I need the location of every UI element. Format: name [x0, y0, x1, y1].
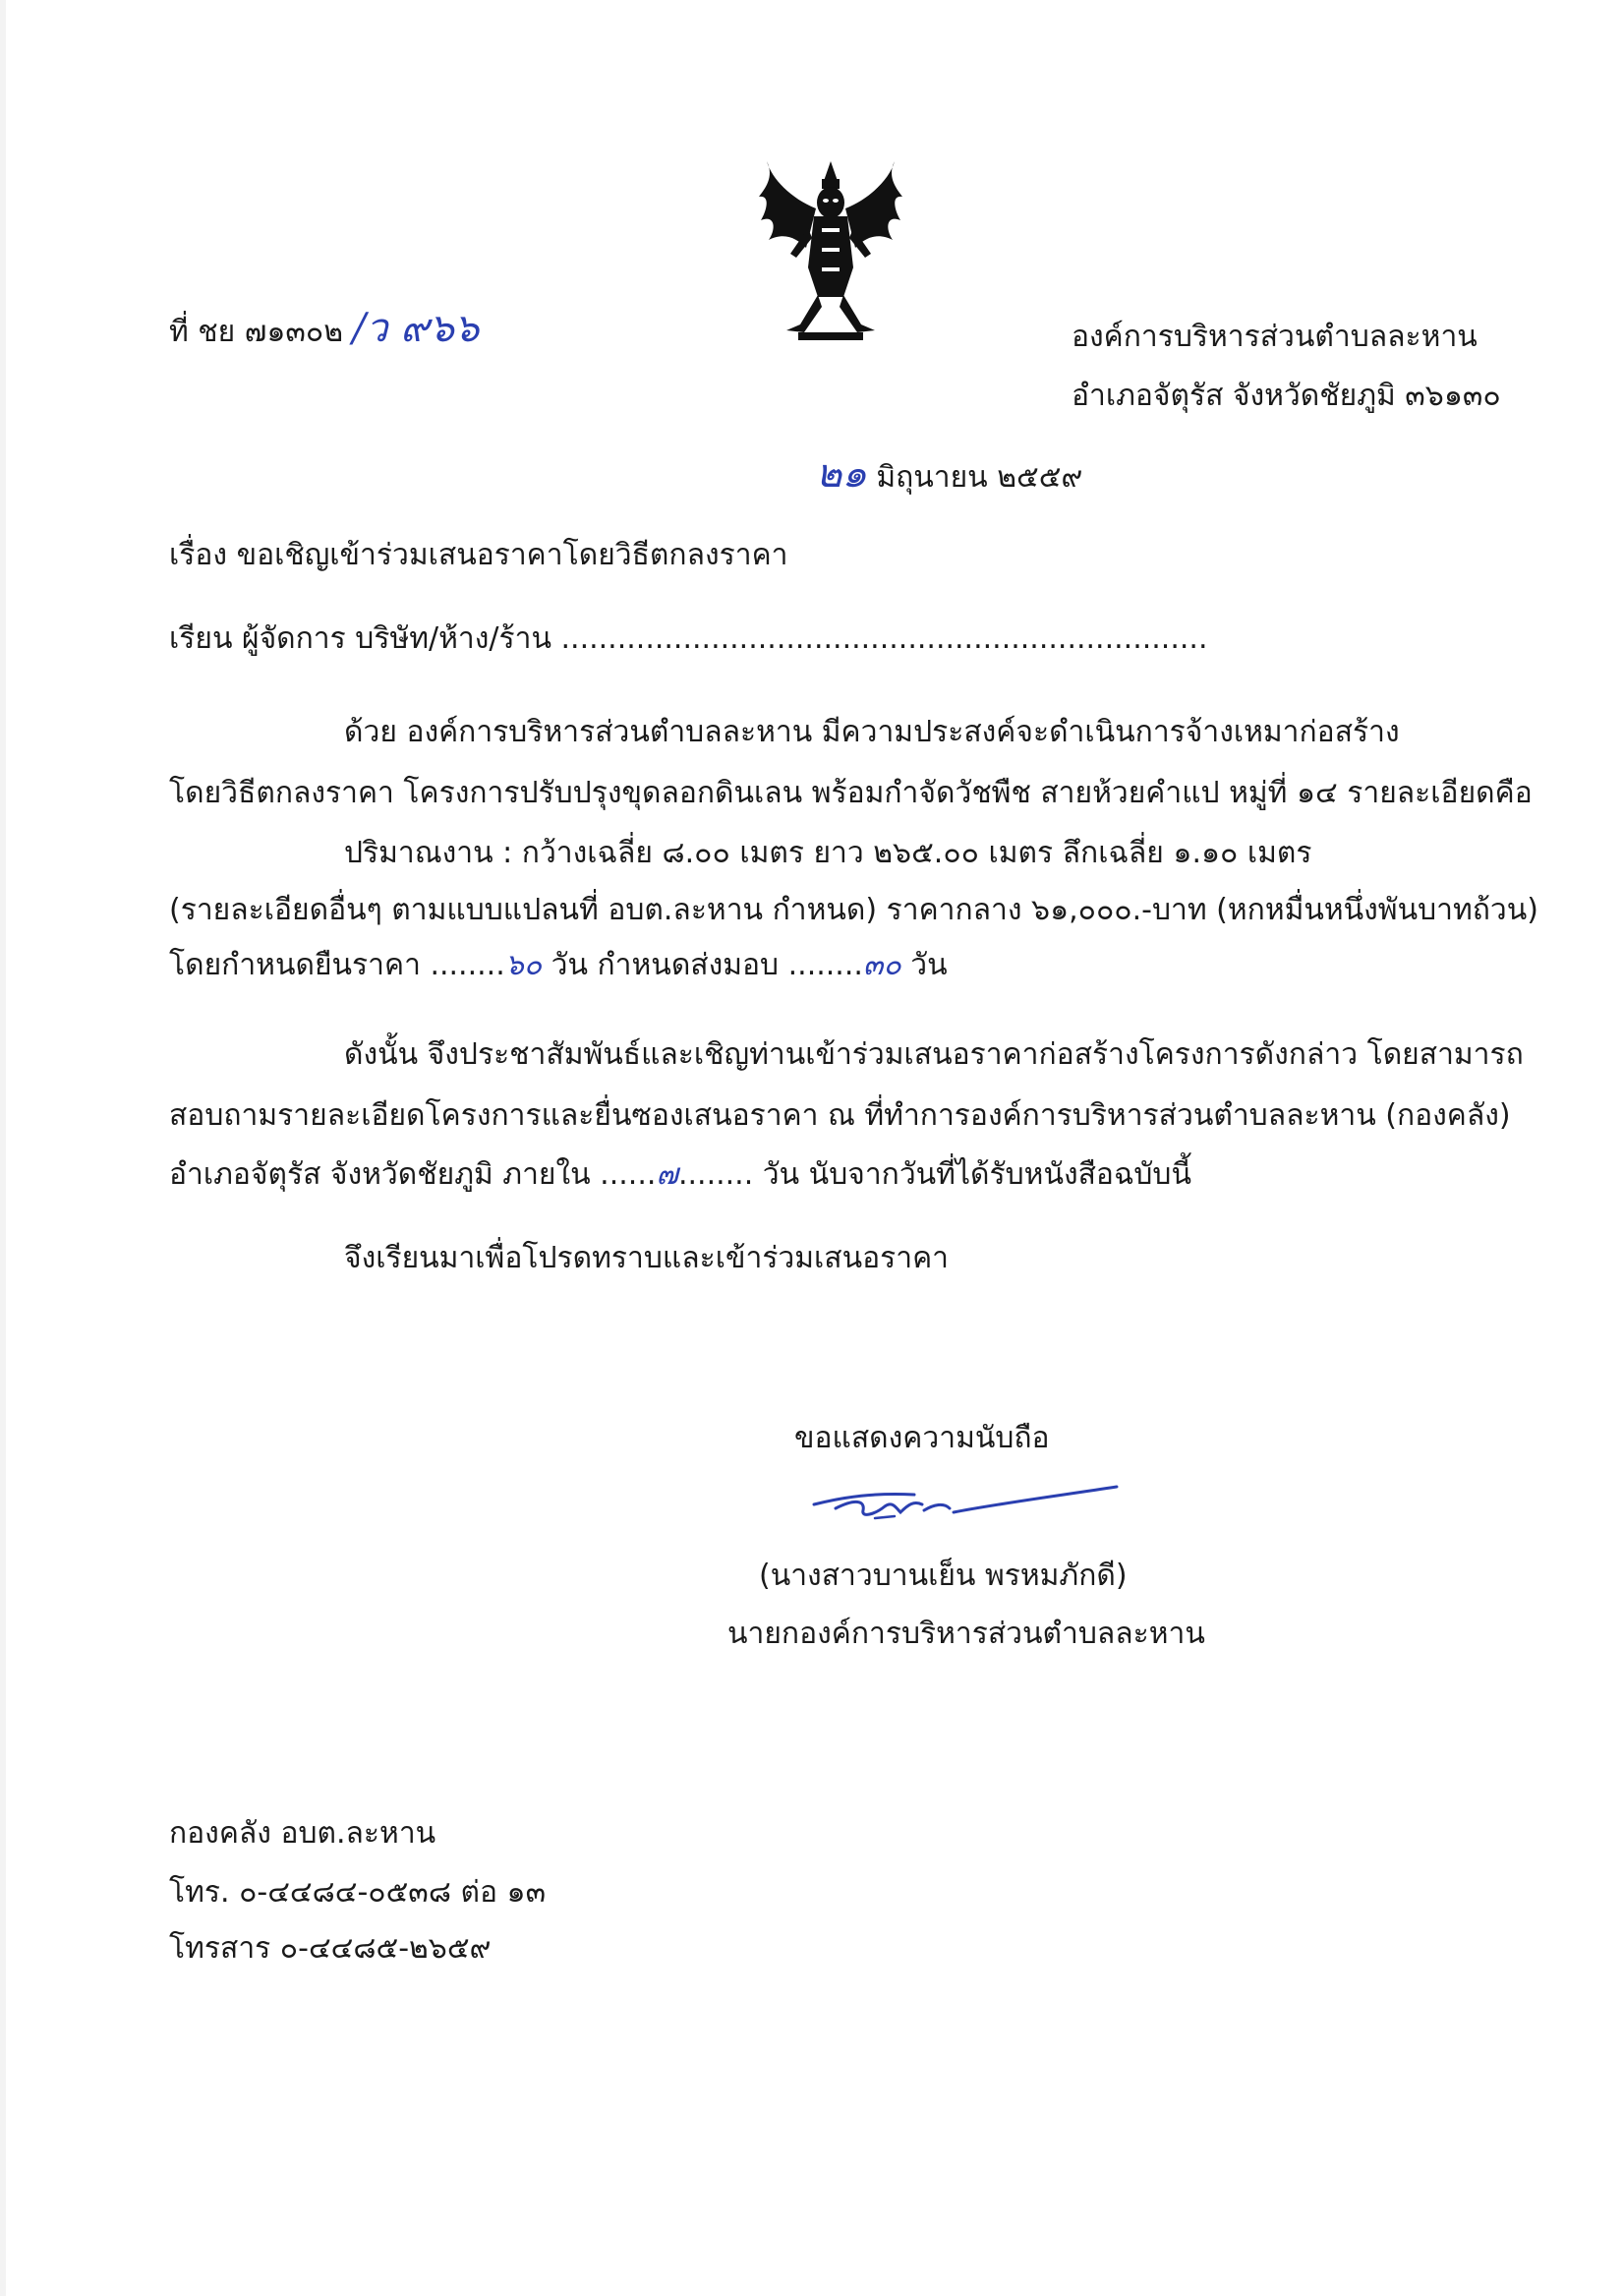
footer-phone: โทร. ๐-๔๔๘๔-๐๕๓๘ ต่อ ๑๓: [169, 1875, 547, 1910]
deadline-days-handwritten: ๗: [656, 1157, 678, 1192]
garuda-emblem-icon: [757, 159, 904, 346]
date-day-handwritten: ๒๑: [816, 451, 867, 497]
body-p1-line3: ปริมาณงาน : กว้างเฉลี่ย ๘.๐๐ เมตร ยาว ๒๖๕.๐๐ เมตร ลึกเฉลี่ย ๑.๑๐ เมตร: [344, 836, 1312, 870]
addressee-line: [169, 619, 1208, 659]
org-address: อำเภอจัตุรัส จังหวัดชัยภูมิ ๓๖๑๓๐: [1072, 379, 1501, 413]
date-month-year: มิถุนายน ๒๕๕๙: [876, 460, 1083, 495]
body-p1-line5: [169, 946, 948, 985]
footer-fax: โทรสาร ๐-๔๔๘๕-๒๖๕๙: [169, 1931, 492, 1966]
reference-handwritten: /ว ๙๖๖: [352, 306, 480, 351]
price-validity-label: โดยกำหนดยืนราคา ........: [169, 948, 505, 982]
reference-prefix: ที่ ชย ๗๑๓๐๒: [169, 315, 343, 349]
footer-department: กองคลัง อบต.ละหาน: [169, 1816, 436, 1851]
price-validity-days-handwritten: ๖๐: [504, 948, 543, 982]
subject-line: [169, 536, 787, 575]
subject-text: ขอเชิญเข้าร่วมเสนอราคาโดยวิธีตกลงราคา: [236, 538, 788, 572]
signer-title: นายกองค์การบริหารส่วนตำบลละหาน: [727, 1617, 1205, 1651]
addressee-text: ผู้จัดการ บริษัท/ห้าง/ร้าน .....................................................................: [242, 621, 1208, 656]
delivery-label: วัน กำหนดส่งมอบ ........: [542, 948, 863, 982]
deadline-label: อำเภอจัตุรัส จังหวัดชัยภูมิ ภายใน ......: [169, 1157, 657, 1192]
reference-number: [169, 306, 480, 352]
body-p1-line2: โดยวิธีตกลงราคา โครงการปรับปรุงขุดลอกดินเลน พร้อมกำจัดวัชพืช สายห้วยคำแป หมู่ที่ ๑๔ รายละเอียดคือ: [169, 776, 1533, 810]
signer-name: (นางสาวบานเย็น พรหมภักดี): [759, 1559, 1128, 1593]
page-edge-shadow: [0, 0, 6, 2296]
letter-date: [816, 451, 1083, 498]
delivery-days-handwritten: ๓๐: [862, 948, 901, 982]
days-unit: วัน: [900, 948, 948, 982]
closing-regards: ขอแสดงความนับถือ: [794, 1421, 1050, 1455]
body-p3: จึงเรียนมาเพื่อโปรดทราบและเข้าร่วมเสนอราคา: [344, 1241, 950, 1275]
addressee-label: เรียน: [169, 621, 233, 656]
signature-icon: [806, 1475, 1121, 1534]
body-p2-line1: ดังนั้น จึงประชาสัมพันธ์และเชิญท่านเข้าร่วมเสนอราคาก่อสร้างโครงการดังกล่าว โดยสามารถ: [344, 1037, 1524, 1072]
org-name: องค์การบริหารส่วนตำบลละหาน: [1072, 320, 1478, 354]
deadline-suffix: ........ วัน นับจากวันที่ได้รับหนังสือฉบับนี้: [677, 1157, 1191, 1192]
body-p2-line2: สอบถามรายละเอียดโครงการและยื่นซองเสนอราคา ณ ที่ทำการองค์การบริหารส่วนตำบลละหาน (กองคลัง): [169, 1098, 1511, 1133]
body-p1-line4: (รายละเอียดอื่นๆ ตามแบบแปลนที่ อบต.ละหาน กำหนด) ราคากลาง ๖๑,๐๐๐.-บาท (หกหมื่นหนึ่งพันบาทถ้วน): [169, 893, 1538, 927]
body-p2-line3: [169, 1155, 1191, 1195]
subject-label: เรื่อง: [169, 538, 228, 572]
body-p1-line1: ด้วย องค์การบริหารส่วนตำบลละหาน มีความประสงค์จะดำเนินการจ้างเหมาก่อสร้าง: [344, 715, 1400, 749]
